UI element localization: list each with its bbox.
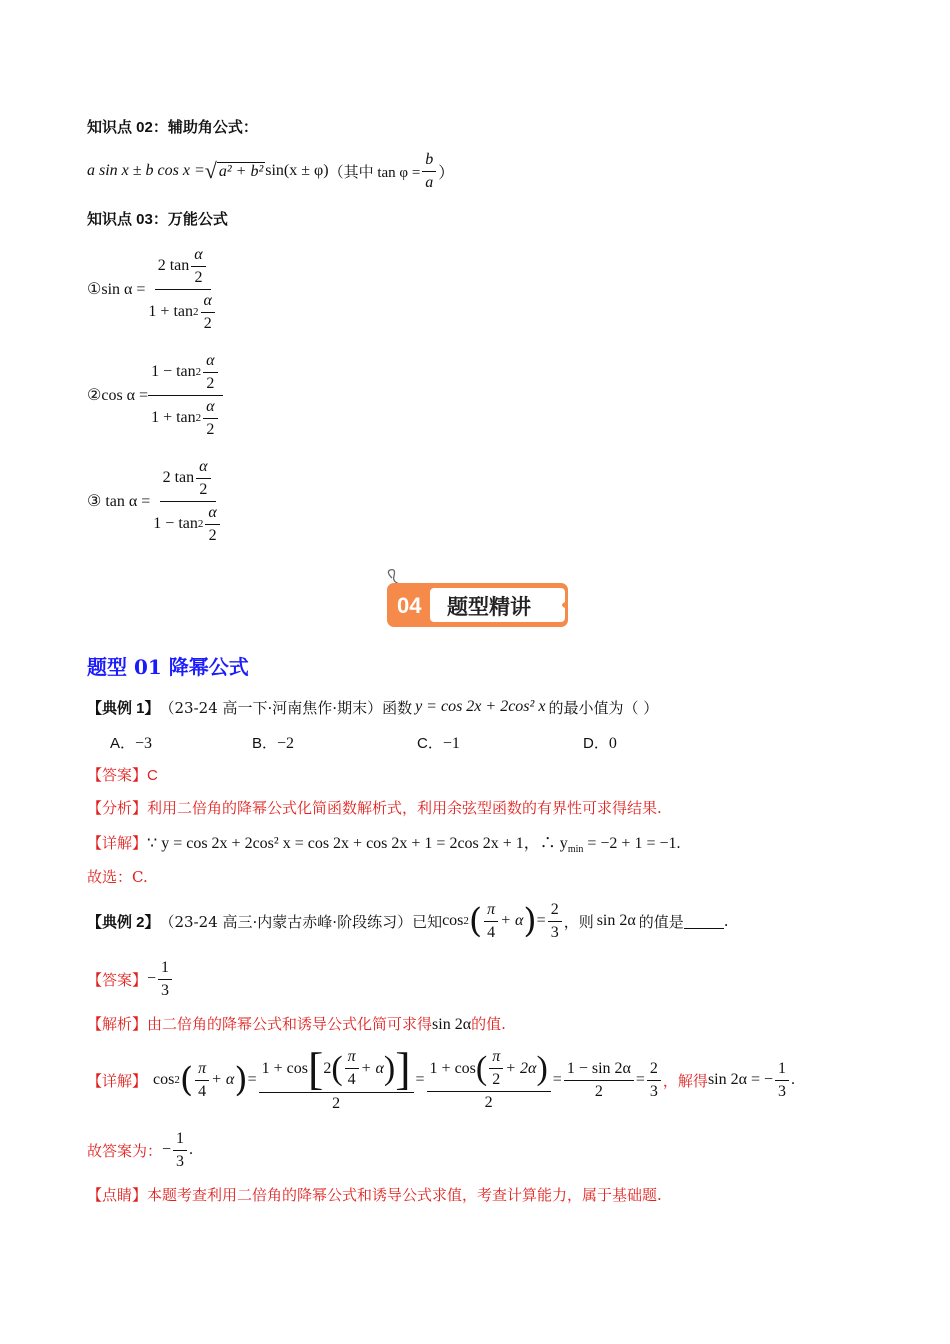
option-b bbox=[252, 732, 417, 753]
example-2-label: 【典例 2】 bbox=[87, 913, 160, 931]
universal-formula-tan bbox=[87, 456, 227, 546]
d-cos: cos bbox=[153, 1071, 175, 1088]
f2-num-half bbox=[203, 350, 217, 395]
d-right-paren: ) bbox=[234, 1060, 248, 1100]
example-2-answer bbox=[87, 956, 174, 1002]
ex2-cos-exp: 2 bbox=[463, 915, 469, 927]
d-pi: π bbox=[195, 1058, 209, 1081]
d-solve-frac bbox=[775, 1058, 789, 1103]
d-frac-2-den: 2 bbox=[484, 1094, 493, 1111]
solve-den: 3 bbox=[778, 1082, 787, 1100]
f1-denominator bbox=[145, 290, 219, 335]
conclusion-frac bbox=[173, 1128, 187, 1173]
example-1-analysis bbox=[87, 797, 662, 818]
banner-text: 题型精讲 bbox=[447, 596, 531, 619]
auxiliary-angle-formula bbox=[87, 148, 454, 194]
note-frac-den: a bbox=[425, 173, 434, 191]
pi2-den: 2 bbox=[492, 1071, 501, 1088]
d-four: 4 bbox=[198, 1082, 207, 1100]
d-eq-2: = bbox=[415, 1071, 425, 1088]
inner-pi-over-4 bbox=[345, 1046, 359, 1091]
f3-numerator bbox=[160, 456, 216, 502]
pi2-num: π bbox=[489, 1046, 503, 1069]
option-b-value: −2 bbox=[277, 734, 295, 752]
formula-lhs: a sin x ± b cos x = bbox=[87, 162, 205, 179]
d-frac-1-num bbox=[259, 1042, 414, 1094]
example-1-expr: y = cos 2x + 2cos² x bbox=[415, 698, 546, 715]
universal-formula-cos bbox=[87, 350, 225, 440]
point-text: 本题考查利用二倍角的降幂公式和诱导公式求值，考查计算能力，属于基础题. bbox=[147, 1186, 662, 1204]
inner-close: ) bbox=[383, 1049, 396, 1087]
answer-den: 3 bbox=[161, 981, 170, 999]
pi-num: π bbox=[484, 899, 498, 922]
inner-open: ( bbox=[331, 1049, 343, 1087]
example-2-analysis bbox=[87, 1013, 506, 1034]
inner-four: 4 bbox=[347, 1071, 356, 1088]
example-2-stem bbox=[87, 898, 729, 944]
bracket-open: [ bbox=[307, 1042, 324, 1094]
example-2-detail bbox=[87, 1040, 795, 1120]
option-d bbox=[583, 732, 617, 753]
d-eq-4: = bbox=[635, 1071, 645, 1088]
option-d-letter: D． bbox=[583, 734, 609, 752]
section-banner bbox=[378, 566, 570, 632]
d-eq-3: = bbox=[552, 1071, 562, 1088]
conc-den: 3 bbox=[176, 1152, 185, 1170]
f3-fraction bbox=[150, 456, 224, 547]
ex2-tail: 的值是 bbox=[638, 912, 684, 931]
example-1-tail: 的最小值为（ ） bbox=[548, 698, 659, 717]
inner-plus-alpha: + α bbox=[360, 1059, 384, 1077]
example-1-label: 【典例 1】 bbox=[87, 699, 160, 717]
d-result bbox=[647, 1058, 661, 1103]
f2-den-exp: 2 bbox=[195, 412, 202, 424]
ex2-analysis-expr: sin 2α bbox=[432, 1016, 472, 1033]
answer-value: C bbox=[147, 767, 158, 784]
ex2-answer-label: 【答案】 bbox=[87, 970, 148, 989]
kp02-title: 知识点 02：辅助角公式： bbox=[87, 119, 258, 136]
conclusion-end: . bbox=[189, 1141, 194, 1158]
f3-den-text: 1 − tan bbox=[153, 515, 198, 532]
value-den: 3 bbox=[550, 923, 559, 941]
formula-note-close: ） bbox=[438, 164, 455, 182]
half-num: α bbox=[205, 502, 219, 525]
f3-den-exp: 2 bbox=[197, 518, 204, 530]
ex2-detail-label: 【详解】 bbox=[87, 1071, 148, 1090]
ex2-analysis-label: 【解析】 bbox=[87, 1015, 148, 1033]
point-label: 【点睛】 bbox=[87, 1186, 148, 1204]
example-2-source: （23-24 高三·内蒙古赤峰·阶段练习）已知 bbox=[159, 912, 443, 931]
formula-note-open: （其中 tan φ = bbox=[328, 164, 421, 181]
f2-numerator bbox=[148, 350, 222, 396]
f3-num-half bbox=[196, 456, 210, 501]
option-c-value: −1 bbox=[442, 734, 460, 752]
formula-rhs: sin(x ± φ) bbox=[265, 162, 329, 179]
kp03-title: 知识点 03：万能公式 bbox=[87, 211, 228, 228]
half-den: 2 bbox=[194, 268, 203, 286]
answer-blank bbox=[684, 914, 724, 929]
d-eq-1: = bbox=[247, 1071, 257, 1088]
ex2-value bbox=[548, 899, 562, 944]
example-1-source: （23-24 高一下·河南焦作·期末）函数 bbox=[159, 698, 413, 717]
d-plus-alpha: + α bbox=[211, 1071, 235, 1088]
d-frac-2-num bbox=[427, 1046, 551, 1092]
example-1-answer bbox=[87, 764, 158, 785]
note-frac-num: b bbox=[422, 149, 436, 172]
answer-num: 1 bbox=[158, 957, 172, 980]
right-paren: ) bbox=[523, 901, 537, 941]
note-fraction bbox=[422, 149, 436, 194]
d-end: . bbox=[791, 1071, 796, 1088]
option-a-letter: A． bbox=[110, 734, 136, 752]
half-num: α bbox=[203, 396, 217, 419]
option-a-value: −3 bbox=[135, 734, 153, 752]
conc-num: 1 bbox=[173, 1128, 187, 1151]
ex2-answer-sign: − bbox=[147, 970, 157, 987]
f1-num-half bbox=[191, 244, 205, 289]
left-paren: ( bbox=[468, 901, 483, 941]
ex2-tail-end: . bbox=[723, 912, 729, 930]
f2-open: ( bbox=[475, 1049, 488, 1087]
example-1-detail bbox=[87, 830, 681, 855]
f2-num-exp: 2 bbox=[195, 366, 202, 378]
option-a bbox=[110, 732, 252, 753]
f2-den-text: 1 + tan bbox=[151, 409, 196, 426]
analysis-text: 利用二倍角的降幂公式化简函数解析式，利用余弦型函数的有界性可求得结果. bbox=[147, 799, 662, 817]
f2-den-half bbox=[203, 396, 217, 441]
f3-den-half bbox=[205, 502, 219, 547]
d-solve-expr: sin 2α = − bbox=[707, 1071, 774, 1088]
f2-denominator bbox=[148, 396, 222, 441]
f2-num-text: 1 − tan bbox=[151, 363, 196, 380]
f1-den-text: 1 + tan bbox=[148, 303, 193, 320]
example-2-point bbox=[87, 1184, 662, 1205]
f3-label: ③ tan α = bbox=[87, 493, 151, 510]
d-left-paren: ( bbox=[179, 1060, 194, 1100]
banner-curl bbox=[388, 570, 400, 584]
inner-pi: π bbox=[345, 1046, 359, 1069]
half-num: α bbox=[191, 244, 205, 267]
half-den: 2 bbox=[206, 420, 215, 438]
f1-num-text: 2 tan bbox=[157, 257, 190, 274]
f3-denominator bbox=[150, 502, 224, 547]
d-frac-3-den: 2 bbox=[594, 1082, 603, 1100]
half-num: α bbox=[196, 456, 210, 479]
f1-label: ①sin α = bbox=[87, 281, 146, 298]
value-num: 2 bbox=[548, 899, 562, 922]
ex2-then: ，则 bbox=[563, 912, 594, 931]
d-result-den: 3 bbox=[649, 1082, 658, 1100]
f1-numerator bbox=[155, 244, 211, 290]
d-frac-1-two: 2 bbox=[323, 1059, 332, 1077]
solve-num: 1 bbox=[775, 1058, 789, 1081]
pi-over-2 bbox=[489, 1046, 503, 1091]
option-c-letter: C． bbox=[417, 734, 443, 752]
half-den: 2 bbox=[206, 374, 215, 392]
d-pi-over-4 bbox=[195, 1058, 209, 1103]
half-den: 2 bbox=[208, 526, 217, 544]
ex2-pi-over-4 bbox=[484, 899, 498, 944]
f3-num-text: 2 tan bbox=[162, 469, 195, 486]
f1-den-exp: 2 bbox=[193, 306, 199, 318]
pi-den: 4 bbox=[487, 923, 496, 941]
ex2-cos: cos bbox=[442, 912, 464, 929]
f2-label: ②cos α = bbox=[87, 387, 149, 404]
sqrt-sign: √ bbox=[204, 158, 217, 183]
bracket-close: ] bbox=[395, 1042, 411, 1094]
half-num: α bbox=[203, 350, 217, 373]
d-result-num: 2 bbox=[647, 1058, 661, 1081]
ex2-answer-frac bbox=[158, 957, 172, 1002]
detail-tail: = −2 + 1 = −1. bbox=[583, 835, 681, 852]
ex2-eq: = bbox=[536, 912, 546, 929]
half-den: 2 bbox=[203, 314, 212, 332]
detail-subscript: min bbox=[567, 844, 584, 855]
ex2-plus-alpha: + α bbox=[500, 912, 524, 929]
detail-text: ∵ y = cos 2x + 2cos² x = cos 2x + cos 2x + 1 = 2cos 2x + 1，∴ y bbox=[147, 835, 568, 852]
example-1-options bbox=[110, 731, 617, 753]
conclusion-text: 故答案为： bbox=[87, 1141, 163, 1160]
answer-label: 【答案】 bbox=[87, 766, 148, 784]
ex2-sin2a: sin 2α bbox=[596, 912, 636, 929]
half-num: α bbox=[201, 290, 215, 313]
option-c bbox=[417, 732, 583, 753]
plus-2alpha: + 2α bbox=[505, 1059, 537, 1077]
f1-den-half bbox=[201, 290, 215, 335]
f1-fraction bbox=[145, 244, 219, 335]
d-frac-3 bbox=[564, 1058, 634, 1103]
d-cos-exp: 2 bbox=[174, 1074, 180, 1086]
d-frac-3-num: 1 − sin 2α bbox=[564, 1058, 634, 1081]
example-2-conclusion bbox=[87, 1127, 193, 1173]
banner-number: 04 bbox=[397, 593, 422, 618]
d-solve: ，解得 bbox=[662, 1071, 708, 1090]
section-title: 题型 01 降幂公式 bbox=[87, 655, 249, 679]
d-frac-2-text: 1 + cos bbox=[429, 1059, 476, 1077]
universal-formula-sin bbox=[87, 244, 222, 334]
ex2-analysis-tail: 的值. bbox=[471, 1015, 506, 1033]
sqrt-body: a² + b² bbox=[218, 162, 264, 180]
half-den: 2 bbox=[199, 480, 208, 498]
ex2-analysis-text: 由二倍角的降幂公式和诱导公式化简可求得 bbox=[147, 1015, 433, 1033]
d-frac-1 bbox=[259, 1042, 414, 1115]
d-frac-1-text: 1 + cos bbox=[261, 1059, 308, 1077]
option-d-value: 0 bbox=[608, 734, 617, 752]
example-1-conclusion: 故选：C. bbox=[87, 868, 148, 886]
example-1-stem bbox=[87, 695, 658, 719]
analysis-label: 【分析】 bbox=[87, 799, 148, 817]
conclusion-sign: − bbox=[162, 1141, 172, 1158]
d-frac-2 bbox=[427, 1046, 551, 1114]
d-frac-1-den: 2 bbox=[332, 1094, 341, 1112]
f2-close: ) bbox=[536, 1049, 548, 1087]
detail-label: 【详解】 bbox=[87, 834, 148, 852]
option-b-letter: B． bbox=[252, 734, 278, 752]
f2-fraction bbox=[148, 350, 222, 441]
